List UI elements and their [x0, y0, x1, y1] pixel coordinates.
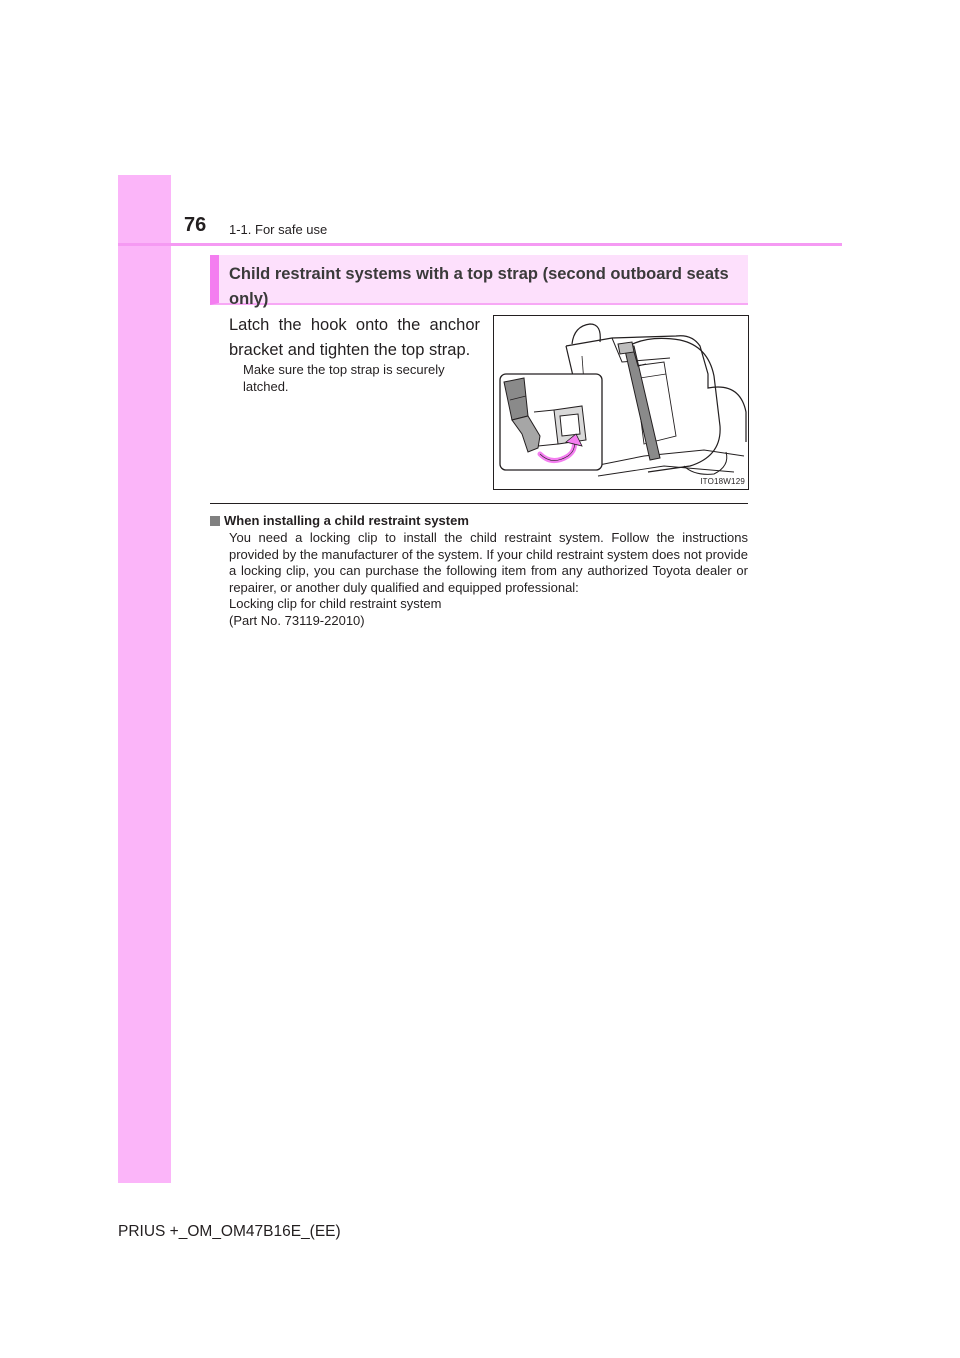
page-number: 76: [184, 214, 207, 236]
header-rule: [118, 243, 842, 246]
section-title-line-2: only): [229, 290, 269, 308]
side-color-band: [118, 175, 171, 1183]
subsection-body: [229, 530, 748, 630]
part-number: (Part No. 73119-22010): [229, 612, 365, 628]
footer-model-code: PRIUS +_OM_OM47B16E_(EE): [118, 1223, 341, 1240]
square-bullet-icon: [210, 516, 220, 526]
instruction-text: Latch the hook onto the anchor bracket and tighten the top strap.: [229, 316, 480, 359]
instruction-note: Make sure the top strap is securely latched.: [243, 362, 445, 394]
subsection-heading-text: When installing a child restraint system: [224, 513, 469, 528]
figure-code: ITO18W129: [700, 477, 745, 486]
top-strap-illustration: [493, 315, 749, 490]
subsection-paragraph: You need a locking clip to install the child restraint system. Follow the instructions provided by the manufacturer of the system. If your child restraint system does not provide a locking clip, you can purchase the following item from any authorized Toyota dealer or repairer, or another duly qualified and equipped professional:: [229, 530, 748, 595]
section-title-box: [210, 255, 748, 308]
section-title-line-1: Child restraint systems with a top strap (second outboard seats: [229, 265, 729, 283]
locking-clip-item: Locking clip for child restraint system: [229, 596, 442, 612]
section-label: 1-1. For safe use: [229, 222, 328, 237]
seat-drawing: [494, 316, 749, 490]
section-divider: [210, 503, 748, 504]
subsection-heading: [210, 512, 469, 529]
